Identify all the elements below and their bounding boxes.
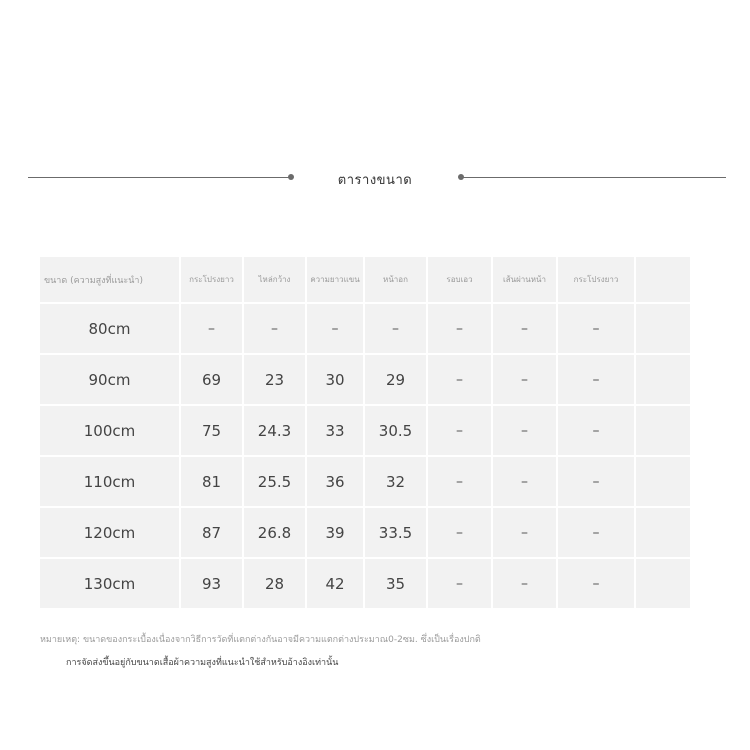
size-cell: 100cm <box>40 405 180 456</box>
header-cell: ความยาวแขน <box>306 257 364 303</box>
section-title-row <box>28 166 726 190</box>
table-row <box>40 558 690 609</box>
header-cell: กระโปรงยาว <box>557 257 635 303</box>
header-cell: กระโปรงยาว <box>180 257 243 303</box>
table-cell <box>635 456 690 507</box>
table-cell: 69 <box>180 354 243 405</box>
table-cell: 29 <box>364 354 427 405</box>
table-cell <box>635 354 690 405</box>
table-cell: – <box>427 303 492 354</box>
header-cell: เส้นผ่านหน้า <box>492 257 557 303</box>
table-cell: – <box>364 303 427 354</box>
table-cell: – <box>557 507 635 558</box>
table-cell: 93 <box>180 558 243 609</box>
table-cell: 81 <box>180 456 243 507</box>
table-cell: – <box>492 303 557 354</box>
measurement-note: หมายเหตุ: ขนาดของกระเบื้องเนื่องจากวิธีการวัดที่แตกต่างกันอาจมีความแตกต่างประมาณ0-2ซม. ซึ่งเป็นเรื่องปกติ <box>40 635 481 645</box>
table-cell: 30.5 <box>364 405 427 456</box>
table-cell <box>635 558 690 609</box>
table-cell: 42 <box>306 558 364 609</box>
table-cell: – <box>243 303 306 354</box>
table-cell: – <box>557 405 635 456</box>
table-cell: – <box>557 303 635 354</box>
header-cell: รอบเอว <box>427 257 492 303</box>
size-chart-table <box>40 257 690 610</box>
shipping-note: การจัดส่งขึ้นอยู่กับขนาดเสื้อผ้าความสูงที่แนะนำใช้สำหรับอ้างอิงเท่านั้น <box>66 658 339 668</box>
table-cell: 87 <box>180 507 243 558</box>
table-row <box>40 456 690 507</box>
table-cell: 26.8 <box>243 507 306 558</box>
table-cell: – <box>427 405 492 456</box>
table-cell: 33 <box>306 405 364 456</box>
table-cell: 39 <box>306 507 364 558</box>
table-row <box>40 507 690 558</box>
table-cell: 32 <box>364 456 427 507</box>
table-cell: – <box>557 354 635 405</box>
table-cell: 35 <box>364 558 427 609</box>
table-cell: – <box>492 405 557 456</box>
table-cell: 30 <box>306 354 364 405</box>
title-divider-right <box>460 177 726 178</box>
header-cell: หน้าอก <box>364 257 427 303</box>
size-cell: 120cm <box>40 507 180 558</box>
table-cell: – <box>427 456 492 507</box>
size-cell: 80cm <box>40 303 180 354</box>
table-row <box>40 405 690 456</box>
header-cell <box>635 257 690 303</box>
table-cell: 28 <box>243 558 306 609</box>
table-cell <box>635 303 690 354</box>
header-cell: ขนาด (ความสูงที่แนะนำ) <box>40 257 180 303</box>
table-cell: 36 <box>306 456 364 507</box>
table-cell: – <box>180 303 243 354</box>
table-cell: – <box>557 558 635 609</box>
table-cell: 33.5 <box>364 507 427 558</box>
table-cell <box>635 405 690 456</box>
table-header-row <box>40 257 690 303</box>
table-cell: 25.5 <box>243 456 306 507</box>
table-cell: – <box>492 507 557 558</box>
table-cell: 24.3 <box>243 405 306 456</box>
table-cell: – <box>557 456 635 507</box>
table-cell: – <box>306 303 364 354</box>
section-title: ตารางขนาด <box>337 173 413 188</box>
title-divider-left <box>28 177 290 178</box>
size-cell: 110cm <box>40 456 180 507</box>
table-cell: – <box>427 558 492 609</box>
table-cell: – <box>492 354 557 405</box>
size-cell: 90cm <box>40 354 180 405</box>
table-row <box>40 303 690 354</box>
table-cell <box>635 507 690 558</box>
table-cell: 75 <box>180 405 243 456</box>
table-row <box>40 354 690 405</box>
header-cell: ไหล่กว้าง <box>243 257 306 303</box>
table-cell: – <box>492 558 557 609</box>
table-cell: 23 <box>243 354 306 405</box>
table-cell: – <box>492 456 557 507</box>
table-cell: – <box>427 507 492 558</box>
table-cell: – <box>427 354 492 405</box>
size-cell: 130cm <box>40 558 180 609</box>
